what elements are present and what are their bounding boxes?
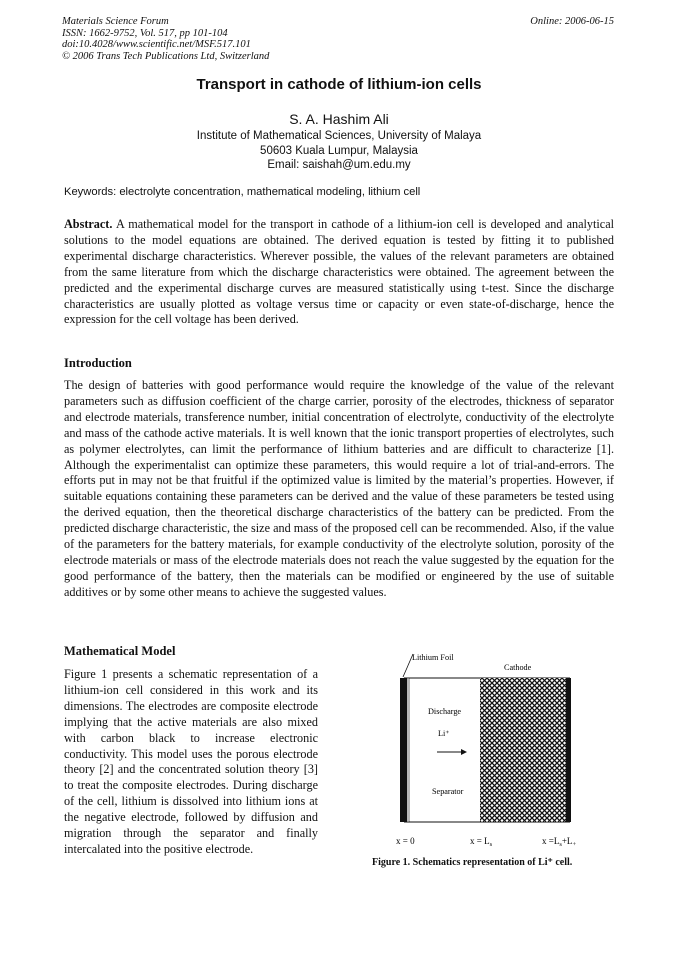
figure-1 — [392, 648, 624, 873]
journal-issn: ISSN: 1662-9752, Vol. 517, pp 101-104 — [62, 27, 228, 39]
journal-name: Materials Science Forum — [62, 16, 169, 27]
x-zero-label: x = 0 — [396, 836, 415, 846]
author-institute: Institute of Mathematical Sciences, University of Malaya — [196, 130, 482, 142]
abstract-label: Abstract. — [64, 217, 113, 231]
author-address: 50603 Kuala Lumpur, Malaysia — [260, 144, 418, 157]
x-lsl-main: x =L — [542, 836, 560, 846]
author-email: Email: saishah@um.edu.my — [267, 159, 411, 171]
introduction-text: The design of batteries with good performance would require the knowledge of the value of the relevant parameters such as diffusion coefficient of the charge carrier, porosity of the electrodes, thickness of separator and electrode materials, transference number, initial concentration of electrolyte, conductivity of the electrolyte and mass of the cathode active materials. It is well known that the ionic transport properties of electrolytes, such as polymer electrolytes, can limit the performance of lithium batteries and are difficult to characterize [1]. Although the experimentalist can optimize these parameters, this would require a lot of trial-and-errors. The efforts put in may not be that fruitful if the optimized value is limited by the material’s properties. However, if suitable equations containing these parameters can be derived and the value of these parameters be tested using the derived equation, then the theoretical discharge characteristics of the battery can be predicted. From the predicted discharge characteristic, the size and mass of the proposed cell can be recommended. Also, if the value of the parameters for the battery materials, for example conductivity of the electrolyte solution, porosity of the electrode materials or mass of the electrode materials does not reach the value suggested by the equation for the good performance of the battery, then the materials can be modified or engineered by the use of suitable additives or by some other means to achieve the suggested values. — [64, 378, 614, 599]
journal-doi: doi:10.4028/www.scientific.net/MSF.517.101 — [62, 39, 251, 50]
model-text: Figure 1 presents a schematic representation of a lithium-ion cell considered in this work and its dimensions. The electrodes are composite electrode implying that the active materials are also mixed with carbon black to increase electronic conductivity. This model uses the porous electrode theory [2] and the concentrated solution theory [3] to treat the composite electrodes. During discharge of the cell, lithium is dissolved into lithium ions at the negative electrode, followed by diffusion and migration through the separator and finally intercalated into the positive electrode. — [64, 667, 318, 856]
li-ion-label: Li⁺ — [438, 729, 450, 738]
x-lsl-sub1: s — [559, 841, 562, 848]
lithium-foil-electrode — [400, 678, 407, 822]
keywords: Keywords: electrolyte concentration, mathematical modeling, lithium cell — [64, 186, 421, 198]
author-name: S. A. Hashim Ali — [289, 111, 389, 127]
journal-copyright: © 2006 Trans Tech Publications Ltd, Switzerland — [62, 50, 270, 62]
online-date: Online: 2006-06-15 — [530, 16, 614, 27]
author-affiliation — [0, 129, 678, 173]
x-lsl-label — [542, 836, 576, 848]
cathode-label: Cathode — [504, 663, 532, 672]
abstract-text: A mathematical model for the transport in cathode of a lithium-ion cell is developed and analytical solutions to the model equations are obtained. The derived equation is tested by fitting it to published experimental discharge characteristics. Wherever possible, the values of the relevant parameters are obtained from the same literature from which the discharge characteristics were obtained. The agreement between the predicted and the experimental discharge curves are measured statistically using t-test. Since the discharge characteristics are usually plotted as voltage versus time or capacity or even state-of-discharge, hence the expression for the cell voltage has been derived. — [64, 217, 615, 327]
abstract — [64, 217, 614, 328]
x-lsl-sub2: + — [572, 841, 577, 848]
introduction-heading: Introduction — [64, 356, 132, 370]
foil-border — [407, 678, 409, 822]
x-ls-main: x = L — [470, 836, 490, 846]
lithium-foil-label: Lithium Foil — [412, 653, 454, 662]
x-ls-label — [470, 836, 493, 848]
x-ls-sub: s — [489, 841, 493, 848]
figure-caption: Figure 1. Schematics representation of Li⁺ cell. — [372, 857, 573, 868]
separator-label: Separator — [432, 787, 464, 796]
paper-title: Transport in cathode of lithium-ion cells — [196, 76, 482, 93]
model-heading: Mathematical Model — [64, 644, 176, 658]
cathode-region — [480, 678, 566, 822]
current-collector — [566, 678, 571, 822]
x-lsl-plus: +L — [561, 836, 573, 846]
discharge-label: Discharge — [428, 707, 462, 716]
journal-header — [62, 16, 269, 62]
cell-schematic — [392, 648, 624, 873]
